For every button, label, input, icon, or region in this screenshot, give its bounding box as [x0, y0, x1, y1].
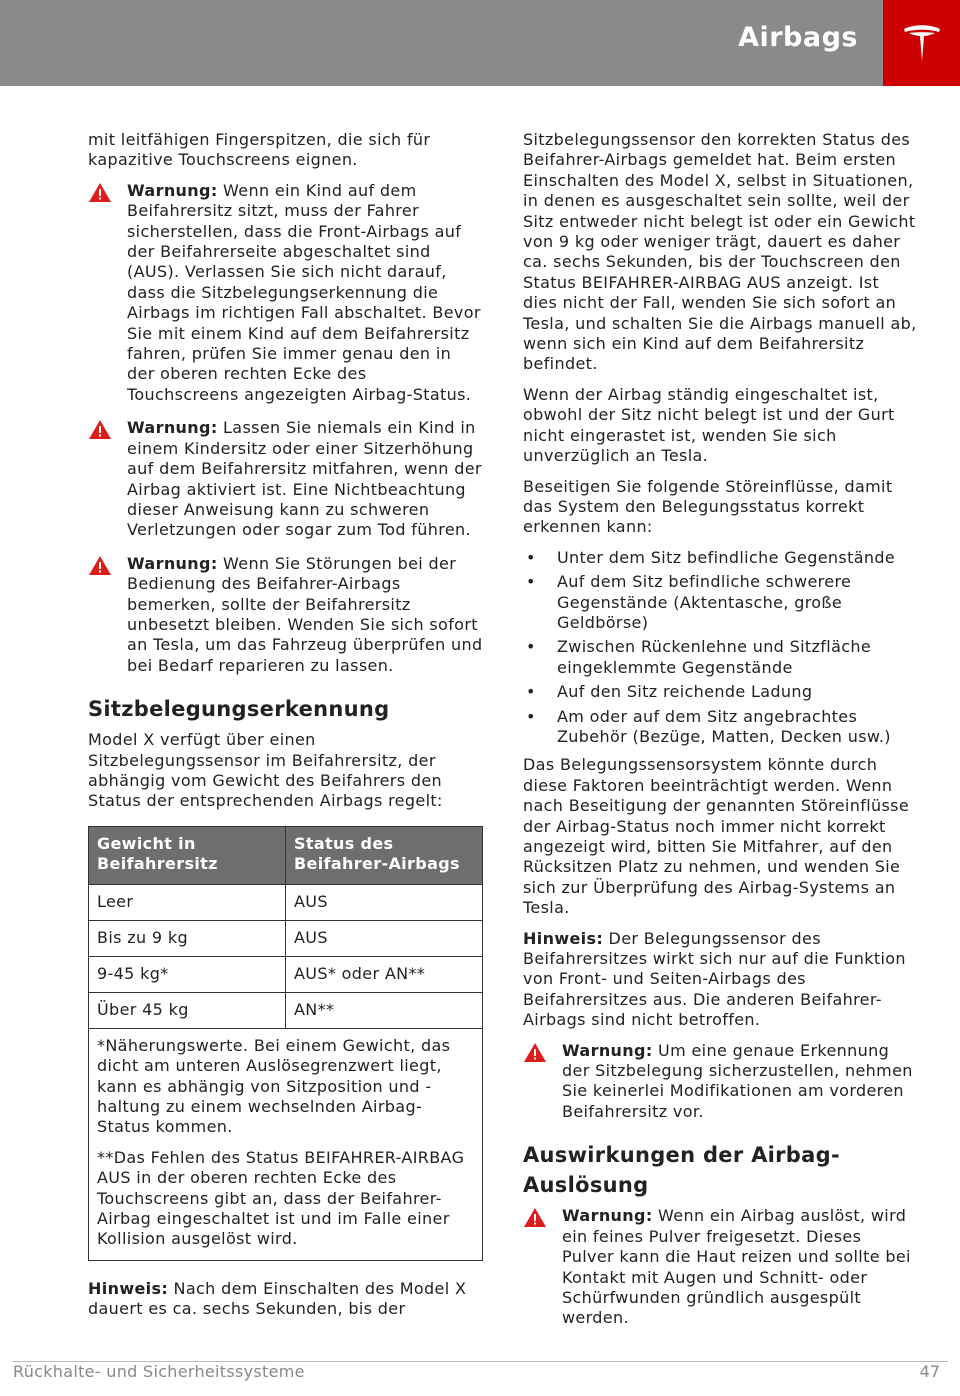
- paragraph: Das Belegungssensorsystem könnte durch diese Faktoren beeinträchtigt werden. Wenn nach Beseitigung der genannten Störeinflüsse der Airbag-Status noch immer nicht korrekt angezeigt wird, bitten Sie Mitfahrer, auf den Rücksitzen Platz zu nehmen, und wenden Sie sich zur Überprüfung des Airbag-Systems an Tesla.: [523, 755, 910, 918]
- left-column: [88, 130, 483, 1330]
- bullet-icon: •: [526, 572, 536, 592]
- note-paragraph: [88, 1279, 483, 1320]
- warning-label: Warnung:: [127, 418, 218, 438]
- warning-triangle-icon: [88, 555, 112, 576]
- section-heading: Auswirkungen der Airbag-Auslösung: [523, 1143, 840, 1198]
- table-cell: Leer: [89, 884, 286, 920]
- table-cell: AUS* oder AN**: [286, 956, 483, 992]
- warning-text: Wenn ein Kind auf dem Beifahrersitz sitzt, muss der Fahrer sicherstellen, dass die Front-Airbags auf der Beifahrerseite abgeschaltet sind (AUS). Verlassen Sie sich nicht darauf, dass die Sitzbelegungserkennung die Airbags im richtigen Fall abschaltet. Bevor Sie mit einem Kind auf dem Beifahrersitz fahren, prüfen Sie immer genau den in der oberen rechten Ecke des Touchscreens angezeigten Airbag-Status.: [127, 180, 481, 404]
- table-cell: AUS: [286, 920, 483, 956]
- table-row: [89, 884, 483, 920]
- list-item: [523, 707, 918, 748]
- table-footnote: *Näherungswerte. Bei einem Gewicht, das dicht am unteren Auslösegrenzwert liegt, kann es abhängig von Sitzposition und -haltung zu einem wechselnden Airbag-Status kommen.: [97, 1035, 451, 1137]
- list-item: [523, 548, 918, 568]
- table-cell: AN**: [286, 992, 483, 1028]
- warning-triangle-icon: [88, 419, 112, 440]
- note-paragraph: [523, 929, 918, 1031]
- table-row: [89, 920, 483, 956]
- warning-text: Lassen Sie niemals ein Kind in einem Kindersitz oder einer Sitzerhöhung auf dem Beifahrersitz mitfahren, wenn der Airbag aktiviert ist. Eine Nichtbeachtung dieser Anweisung kann zu schweren Verletzungen oder sogar zum Tod führen.: [127, 418, 482, 540]
- table-notes-row: [89, 1028, 483, 1260]
- warning-triangle-icon: [523, 1207, 547, 1228]
- right-column: [523, 130, 918, 1342]
- warning-block: [88, 554, 483, 676]
- warning-block: [88, 418, 483, 540]
- warning-block: [88, 181, 483, 405]
- seat-weight-table: [88, 826, 483, 1261]
- table-header-row: [89, 826, 483, 884]
- table-cell: Bis zu 9 kg: [89, 920, 286, 956]
- paragraph: Sitzbelegungssensor den korrekten Status des Beifahrer-Airbags gemeldet hat. Beim ersten Einschalten des Model X, selbst in Situationen, in denen es ausgeschaltet sein sollte, weil der Sitz entweder nicht belegt ist oder ein Gewicht von 9 kg oder weniger trägt, dauert es daher ca. sechs Sekunden, bis der Touchscreen den Status BEIFAHRER-AIRBAG AUS anzeigt. Ist dies nicht der Fall, wenden Sie sich sofort an Tesla, und schalten Sie die Airbags manuell ab, wenn sich ein Kind auf dem Beifahrersitz befindet.: [523, 130, 917, 374]
- list-item-text: Zwischen Rückenlehne und Sitzfläche eingeklemmte Gegenstände: [557, 637, 872, 677]
- list-item: [523, 637, 918, 678]
- bullet-icon: •: [526, 682, 536, 702]
- section-heading: Sitzbelegungserkennung: [88, 697, 390, 722]
- warning-label: Warnung:: [562, 1040, 653, 1060]
- list-item: [523, 682, 918, 702]
- tesla-logo-icon: [900, 21, 944, 65]
- warning-label: Warnung:: [562, 1206, 653, 1226]
- table-row: [89, 956, 483, 992]
- table-footnote: **Das Fehlen des Status BEIFAHRER-AIRBAG AUS in der oberen rechten Ecke des Touchscreens gibt an, dass der Beifahrer-Airbag eingeschaltet ist und im Falle einer Kollision ausgelöst wird.: [97, 1147, 465, 1249]
- intro-paragraph: mit leitfähigen Fingerspitzen, die sich für kapazitive Touchscreens eignen.: [88, 130, 431, 170]
- warning-triangle-icon: [88, 182, 112, 203]
- bullet-icon: •: [526, 547, 536, 567]
- warning-label: Warnung:: [127, 553, 218, 573]
- logo-box: [883, 0, 960, 86]
- table-cell: AUS: [286, 884, 483, 920]
- note-label: Hinweis:: [523, 928, 604, 948]
- bullet-icon: •: [526, 637, 536, 657]
- note-text: Nach dem Einschalten des Model X dauert es ca. sechs Sekunden, bis der: [88, 1278, 467, 1319]
- list-item: [523, 572, 918, 633]
- footer-page-number: 47: [919, 1362, 940, 1381]
- note-label: Hinweis:: [88, 1278, 169, 1298]
- list-item-text: Auf dem Sitz befindliche schwerere Gegenstände (Aktentasche, große Geldbörse): [557, 572, 852, 632]
- warning-text: Wenn Sie Störungen bei der Bedienung des Beifahrer-Airbags bemerken, sollte der Beifahrersitz unbesetzt bleiben. Wenden Sie sich sofort an Tesla, um das Fahrzeug überprüfen und bei Bedarf reparieren zu lassen.: [127, 553, 483, 675]
- table-header-cell: Status des Beifahrer-Airbags: [286, 826, 483, 884]
- interference-list: [523, 548, 918, 748]
- table-cell: 9-45 kg*: [89, 956, 286, 992]
- table-row: [89, 992, 483, 1028]
- bullet-icon: •: [526, 706, 536, 726]
- table-notes-cell: [89, 1028, 483, 1260]
- paragraph: Wenn der Airbag ständig eingeschaltet ist, obwohl der Sitz nicht belegt ist und der Gurt nicht eingerastet ist, wenden Sie sich unverzüglich an Tesla.: [523, 384, 895, 466]
- warning-block: [523, 1206, 918, 1328]
- warning-text: Um eine genaue Erkennung der Sitzbelegung sicherzustellen, nehmen Sie keinerlei Modifikationen am vorderen Beifahrersitz vor.: [562, 1040, 913, 1121]
- section-intro: Model X verfügt über einen Sitzbelegungssensor im Beifahrersitz, der abhängig vom Gewicht des Beifahrers den Status der entsprechenden Airbags regelt:: [88, 730, 443, 811]
- warning-label: Warnung:: [127, 180, 218, 200]
- table-cell: Über 45 kg: [89, 992, 286, 1028]
- warning-block: [523, 1041, 918, 1123]
- list-item-text: Unter dem Sitz befindliche Gegenstände: [557, 547, 896, 567]
- warning-triangle-icon: [523, 1042, 547, 1063]
- table-header-cell: Gewicht in Beifahrersitz: [89, 826, 286, 884]
- warning-text: Wenn ein Airbag auslöst, wird ein feines Pulver freigesetzt. Dieses Pulver kann die Haut reizen und sollte bei Kontakt mit Augen und Schnitt- oder Schürfwunden gründlich ausgespült werden.: [562, 1206, 911, 1328]
- footer-section: Rückhalte- und Sicherheitssysteme: [13, 1362, 305, 1381]
- list-item-text: Auf den Sitz reichende Ladung: [557, 682, 813, 702]
- note-text: Der Belegungssensor des Beifahrersitzes wirkt sich nur auf die Funktion von Front- und Seiten-Airbags des Beifahrersitzes aus. Die anderen Beifahrer-Airbags sind nicht betroffen.: [523, 928, 906, 1030]
- page-title: Airbags: [738, 22, 858, 53]
- list-item-text: Am oder auf dem Sitz angebrachtes Zubehör (Bezüge, Matten, Decken usw.): [557, 706, 891, 746]
- paragraph: Beseitigen Sie folgende Störeinflüsse, damit das System den Belegungsstatus korrekt erkennen kann:: [523, 476, 893, 537]
